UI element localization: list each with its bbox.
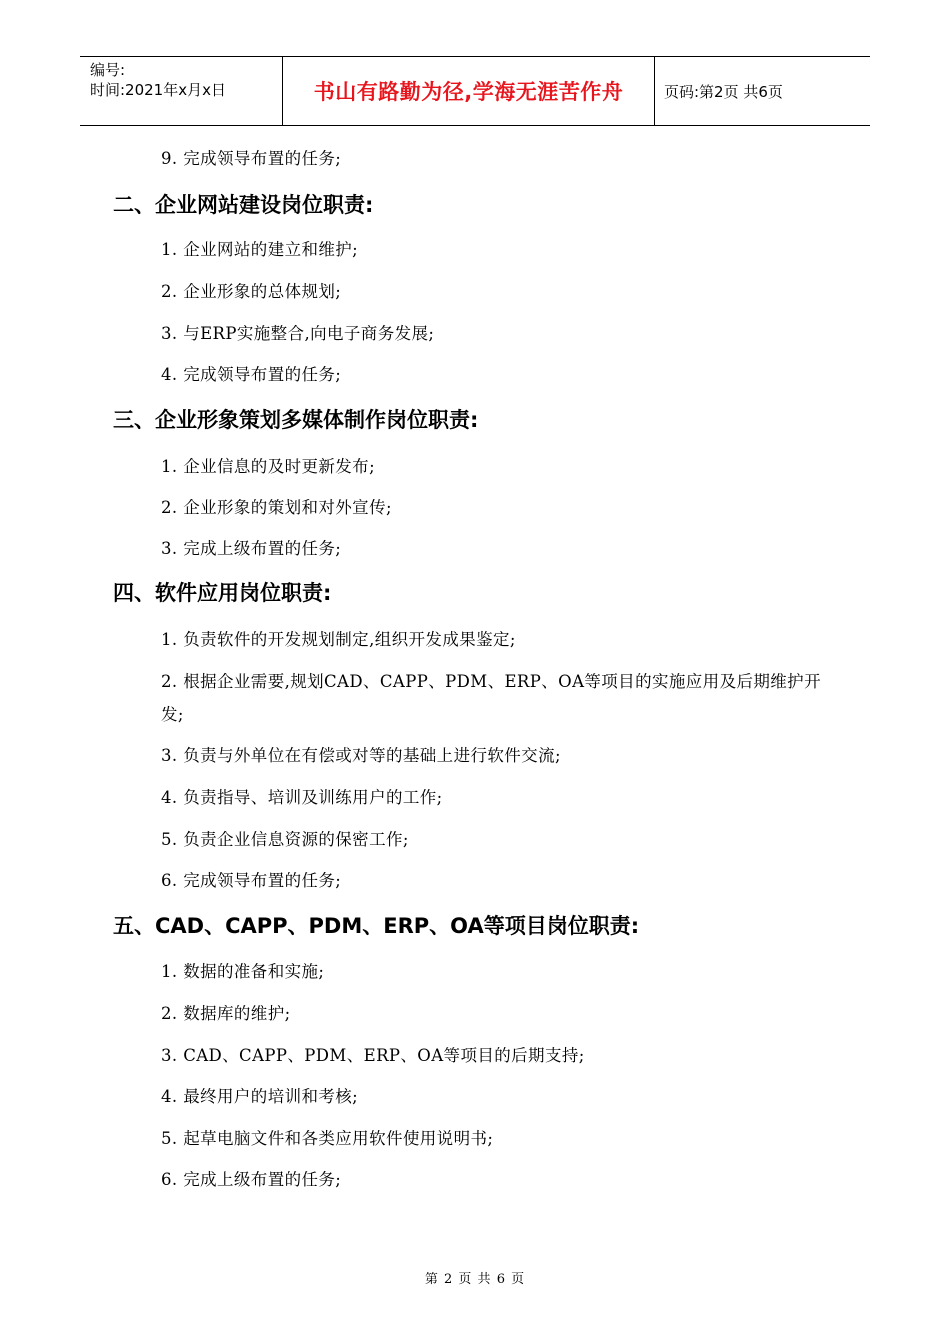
list-item: 1. 企业信息的及时更新发布; bbox=[161, 457, 376, 476]
list-item: 3. 负责与外单位在有偿或对等的基础上进行软件交流; bbox=[161, 746, 561, 765]
list-item: 4. 负责指导、培训及训练用户的工作; bbox=[161, 788, 443, 807]
section-heading: 四、软件应用岗位职责: bbox=[113, 581, 332, 605]
section-heading: 三、企业形象策划多媒体制作岗位职责: bbox=[113, 408, 479, 432]
list-item: 2. 企业形象的总体规划; bbox=[161, 282, 342, 301]
header-motto: 书山有路勤为径,学海无涯苦作舟 bbox=[313, 80, 624, 104]
list-item: 6. 完成上级布置的任务; bbox=[161, 1170, 342, 1189]
document-number-label: 编号: bbox=[90, 61, 126, 79]
section-heading: 二、企业网站建设岗位职责: bbox=[113, 193, 374, 217]
page-footer: 第 2 页 共 6 页 bbox=[424, 1272, 526, 1287]
header-page-info: 页码:第2页 共6页 bbox=[664, 82, 783, 101]
page-header bbox=[80, 56, 870, 126]
document-time-label: 时间:2021年x月x日 bbox=[90, 81, 226, 99]
list-item: 4. 完成领导布置的任务; bbox=[161, 365, 342, 384]
list-item: 5. 起草电脑文件和各类应用软件使用说明书; bbox=[161, 1129, 494, 1148]
list-item: 9. 完成领导布置的任务; bbox=[161, 149, 342, 168]
list-item: 1. 负责软件的开发规划制定,组织开发成果鉴定; bbox=[161, 630, 516, 649]
list-item: 3. CAD、CAPP、PDM、ERP、OA等项目的后期支持; bbox=[161, 1046, 585, 1065]
list-item: 2. 根据企业需要,规划CAD、CAPP、PDM、ERP、OA等项目的实施应用及后期维护开发; bbox=[161, 672, 821, 724]
list-item: 6. 完成领导布置的任务; bbox=[161, 871, 342, 890]
list-item: 3. 与ERP实施整合,向电子商务发展; bbox=[161, 324, 435, 343]
list-item: 3. 完成上级布置的任务; bbox=[161, 539, 342, 558]
list-item: 2. 数据库的维护; bbox=[161, 1004, 291, 1023]
list-item: 1. 数据的准备和实施; bbox=[161, 962, 325, 981]
header-divider bbox=[654, 57, 655, 125]
list-item: 1. 企业网站的建立和维护; bbox=[161, 240, 359, 259]
list-item: 4. 最终用户的培训和考核; bbox=[161, 1087, 359, 1106]
section-heading: 五、CAD、CAPP、PDM、ERP、OA等项目岗位职责: bbox=[113, 914, 640, 938]
list-item: 2. 企业形象的策划和对外宣传; bbox=[161, 498, 392, 517]
list-item: 5. 负责企业信息资源的保密工作; bbox=[161, 830, 409, 849]
header-meta bbox=[90, 60, 226, 100]
